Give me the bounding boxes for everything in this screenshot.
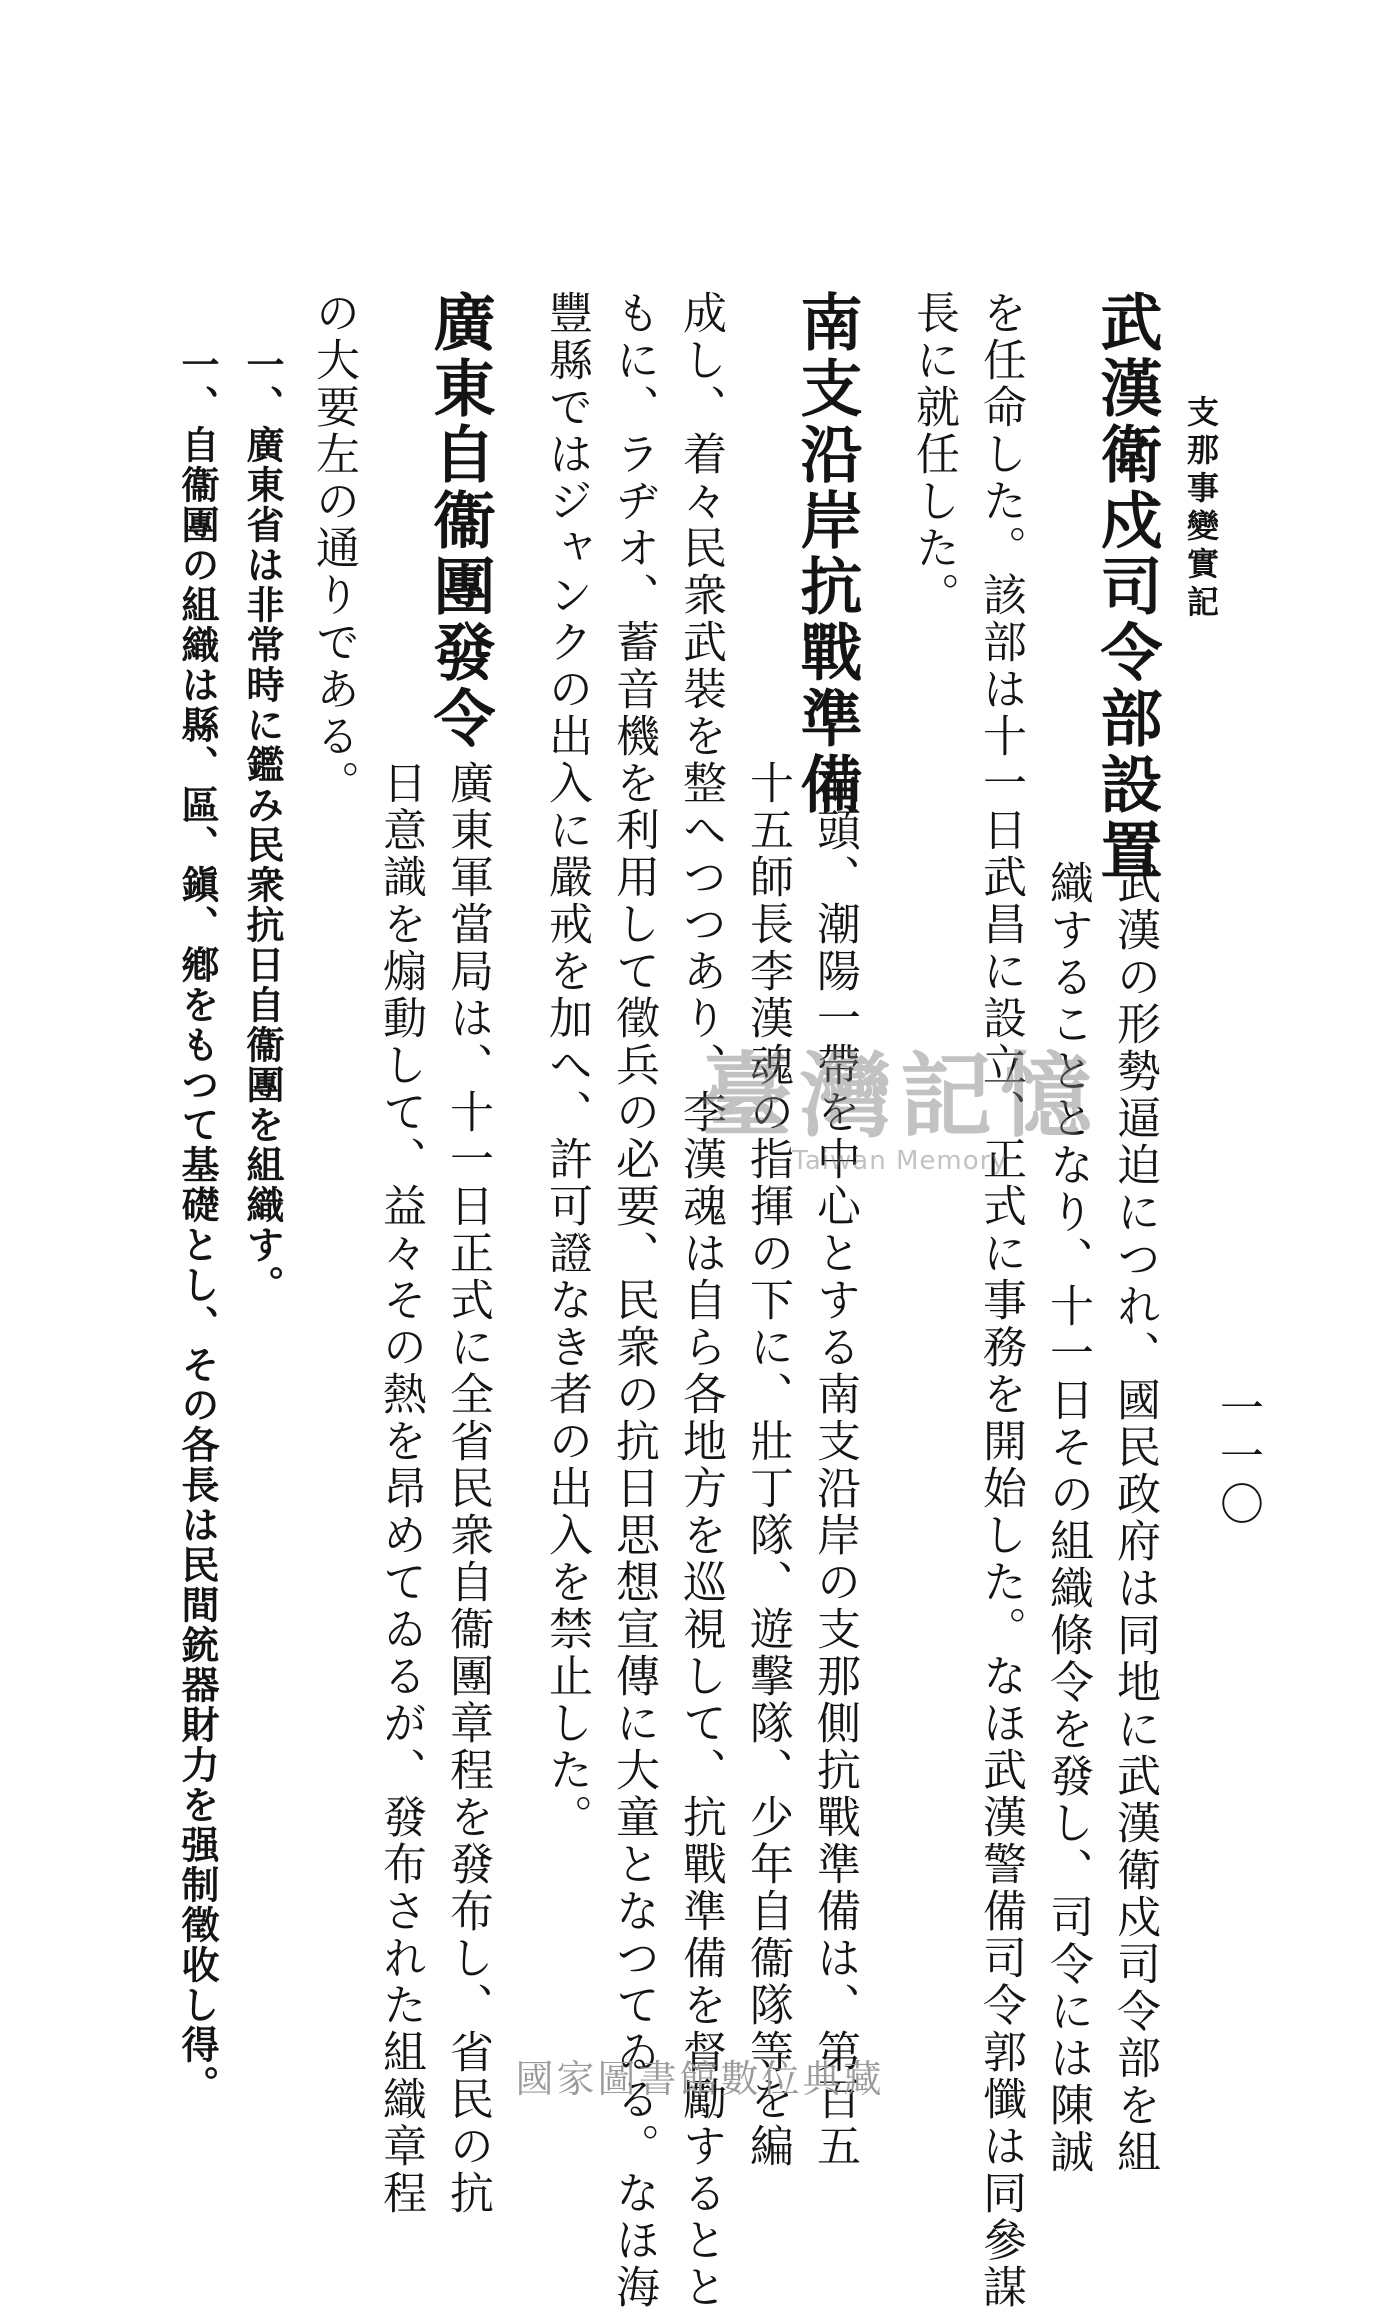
section1-line-3: を任命した。該部は十一日武昌に設立、正式に事務を開始した。なほ武漢警備司令郭懺は同參謀 [975,290,1026,2311]
section2-line-5: 豐縣ではジャンクの出入に嚴戒を加へ、許可證なき者の出入を禁止した。 [541,290,592,1841]
section-title-south-china-coast: 南支沿岸抗戰準備 [790,290,863,818]
list-item-2: 一、自衞團の組織は縣、區、鎭、鄕をもつて基礎とし、その各長は民間銃器財力を强制徵收し得。 [175,345,220,2105]
section3-line-2: 日意識を煽動して、益々その熱を昂めてゐるが、發布された組織章程 [375,760,426,2217]
section3-line-1: 廣東軍當局は、十一日正式に全省民衆自衞團章程を發布し、省民の抗 [442,760,493,2217]
section2-line-3: 成し、着々民衆武裝を整へつつあり、李漢魂は自ら各地方を巡視して、抗戰準備を督勵するとと [675,290,726,2311]
section3-line-3: の大要左の通りである。 [308,290,359,807]
watermark-subtitle: Taiwan Memory [792,1146,1008,1176]
section-title-wuhan-garrison: 武漢衛戍司令部設置 [1090,290,1163,884]
section1-line-2: 織することとなり、十一日その組織條令を發し、司令には陳誠 [1042,860,1093,2176]
footer-credit: 國家圖書館數位典藏 [515,2057,885,2101]
section2-line-4: もに、ラヂオ、蓄音機を利用して徵兵の必要、民衆の抗日思想宣傳に大童となつてゐる。なほ海 [608,290,659,2311]
watermark-logo-text: 臺灣記憶 [699,1042,1100,1150]
section2-line-1: 汕頭、潮陽一帶を中心とする南支沿岸の支那側抗戰準備は、第百五 [809,760,860,2170]
section2-line-2: 十五師長李漢魂の指揮の下に、壯丁隊、遊擊隊、少年自衞隊等を編 [742,760,793,2170]
section-title-guangdong-defense: 廣東自衞團發令 [423,290,496,752]
running-title: 支那事變實記 [1182,395,1220,623]
section1-line-1: 武漢の形勢逼迫につれ、國民政府は同地に武漢衛戍司令部を組 [1109,860,1160,2176]
page-number: 一一〇 [1212,1385,1263,1529]
section1-line-4: 長に就任した。 [908,290,959,619]
list-item-1: 一、廣東省は非常時に鑑み民衆抗日自衞團を組織す。 [240,345,285,1305]
